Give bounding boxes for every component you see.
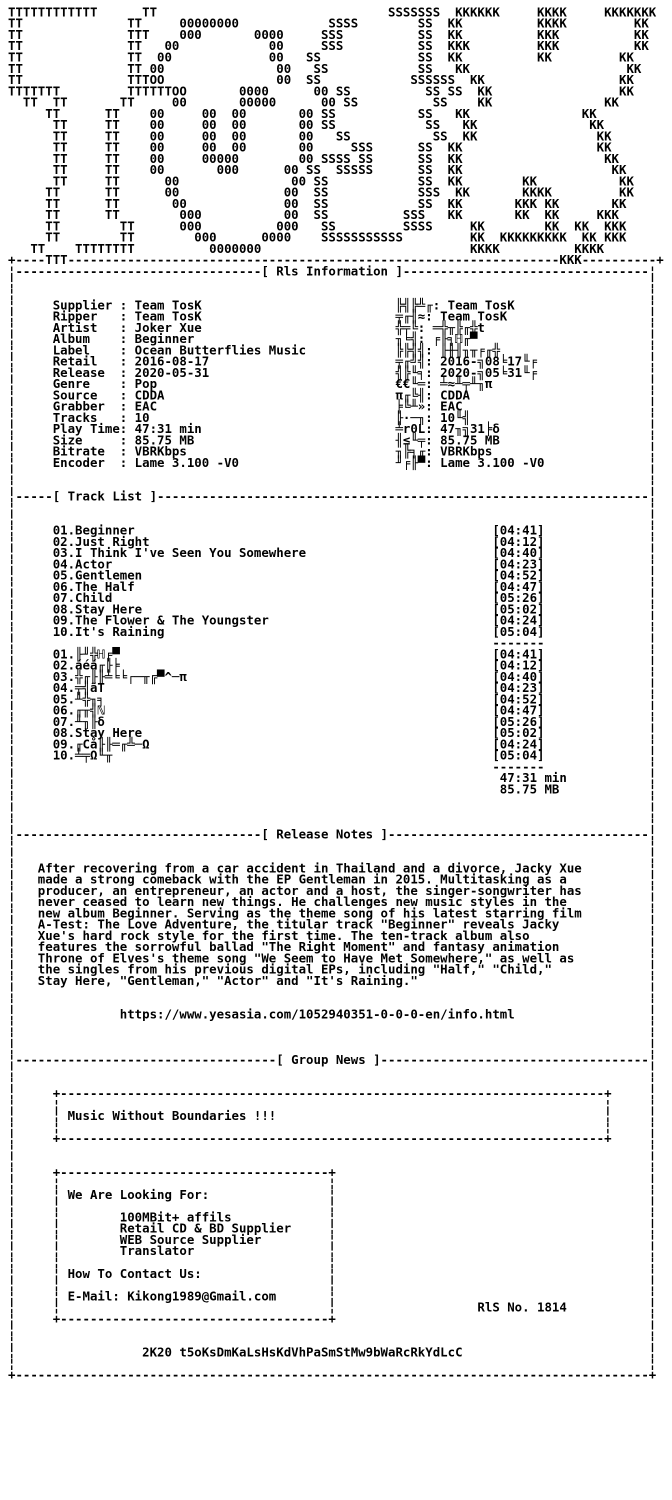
nfo-text: TTTTTTTTTTTT TT SSSSSSS KKKKKK KKKK KKKKKKK TT TT 00000000 SSSS SS KK KKKK KK TT TTT 000 0000 SSS SS KK KKK KK TT TT 00 00 SSS SS KKK KKK KK TT TT 00 00 SS SS KK KK KK TT TT 00 00 SS SS KK KK TT TTTOO 00 SS SSSSSS KK KK TTTTTTT TTTTTTOO 0000 00 SS SS SS KK KK TT TT TT 00 00000 00 SS SS KK KK TT TT 00 00 00 00 SS SS KK KK TT TT 00 00 00 00 SS SS KK KK TT TT 00 00 00 00 SS SS KK KK TT TT 00 00 00 00 SSS SS KK KK TT TT 00 00000 00 SSSS SS SS KK KK TT TT 00 000 00 SS SSSSS SS KK KK TT TT 00 00 SS SS KK KK KK TT TT 00 00 SS SSS KK KKKK KK TT TT 00 00 SS SS KK KKK KK KK TT TT 000 00 SS SSS KK KK KK KKK TT TT 000 000 SS SSSS KK KK KK KKK TT TT 000 0000 SSSSSSSSSSS KK KKKKKKKKK KK KKK TT TTTTTTTT 0000000 KKKK KKKK +----TTT------------------------------------------------------------------KKK----------+ ¦---------------------------------[ Rls Information ]---------------------------------¦ ¦ ¦ ¦ ¦ ¦ Supplier : Team TosK ╠╣╠╩╓: Team TosK ¦ ¦ Ripper : Team TosK ╤╓╢≈: Team TosK ¦ ¦ Artist : Joker Xue ╬╤╚: ═╬╥╠╓╬t ¦ ¦ Album : Beginner ╖╘╣: ╒╟╕ℍ╓▀ ¦ ¦ Label : Ocean Butterflies Music ╠╠╣╣: ╟╫╢╖╥╒╓╬ ¦ ¦ Retail : 2016-08-17 ╤╓╝╣: 2016-╗08╘17╙╒ ¦ ¦ Release : 2020-05-31 ╣╠╙╕: 2020-╗05╘31╙╒ ¦ ¦ Genre : Pop €€╙═: ╧≈╨╤╨╖π ¦ ¦ Source : CDDA π╓╚╢: CDDA ¦ ¦ Grabber : EAC ╞╚╨»: EAC ¦ ¦ Tracks : 10 ╟·─╖: 10╙╣ ¦ ¦ Play Time: 47:31 min ╧r0L: 47╖╗31╞δ ¦ ¦ Size : 85.75 MB ╢≤╙╤: 85.75 MB ¦ ¦ Bitrate : VBRKbps ╖╠╕╓: VBRKbps ¦ ¦ Encoder : Lame 3.100 -V0 ╜╒╟▀: Lame 3.100 -V0 ¦ ¦ ¦ ¦ ¦ ¦-----[ Track List ]------------------------------------------------------------------¦ ¦ ¦ ¦ ¦ ¦ 01.Beginner [04:41] ¦ ¦ 02.Just Right [04:12] ¦ ¦ 03.I Think I've Seen You Somewhere [04:40] ¦ ¦ 04.Actor [04:23] ¦ ¦ 05.Gentlemen [04:52] ¦ ¦ 06.The Half [04:47] ¦ ¦ 07.Child [05:26] ¦ ¦ 08.Stay Here [05:02] ¦ ¦ 09.The Flower & The Youngster [04:24] ¦ ¦ 10.It's Raining [05:04] ¦ ¦ ------- ¦ ¦ 01.╟╜╬ℍ╒▀ [04:41] ¦ ¦ 02.áéá╓╟╞ [04:12] ¦ ¦ 03.╬╓╟╟╧╘╘┌─╥╔▀^─π [04:40] ¦ ¦ 04.╤╣ãT [04:23] ¦ ¦ 05.╨╬╖╕ [04:52] ¦ ¦ 06.╓╥╣ℕ [04:47] ¦ ¦ 07.╨╖╟δ [05:26] ¦ ¦ 08.Stay Here [05:02] ¦ ¦ 09.╓Cå╟╟═╓╩─Ω [04:24] ¦ ¦ 10.╧╤Ω╙╥ [05:04] ¦ ¦ ------- ¦ ¦ 47:31 min ¦ ¦ 85.75 MB ¦ ¦ ¦ ¦ ¦ ¦ ¦ ¦---------------------------------[ Release Notes ]-----------------------------------¦ ¦ ¦ ¦ ¦ ¦ After recovering from a car accident in Thailand and a divorce, Jacky Xue ¦ ¦ made a strong comeback with the EP Gentleman in 2015. Multitasking as a ¦ ¦ producer, an entrepreneur, an actor and a host, the singer-songwriter has ¦ ¦ never ceased to learn new things. He challenges new music styles in the ¦ ¦ new album Beginner. Serving as the theme song of his latest starring film ¦ ¦ A-Test: The Love Adventure, the titular track "Beginner" reveals Jacky ¦ ¦ Xue's hard rock style for the first time. The ten-track album also ¦ ¦ features the sorrowful ballad "The Right Moment" and fantasy animation ¦ ¦ Throne of Elves's theme song "We Seem to Have Met Somewhere," as well as ¦ ¦ the singles from his previous digital EPs, including "Half," "Child," ¦ ¦ Stay Here, "Gentleman," "Actor" and "It's Raining." ¦ ¦ ¦ ¦ ¦ ¦ https://www.yesasia.com/1052940351-0-0-0-en/info.html ¦ ¦ ¦ ¦ ¦ ¦ ¦ ¦-----------------------------------[ Group News ]------------------------------------¦ ¦ ¦ ¦ ¦ ¦ +-------------------------------------------------------------------------+ ¦ ¦ ¦ ¦ ¦ ¦ ¦ Music Without Boundaries !!! ¦ ¦ ¦ ¦ ¦ ¦ ¦ +-------------------------------------------------------------------------+ ¦ ¦ ¦ ¦ ¦ ¦ +------------------------------------+ ¦ ¦ ¦ ¦ ¦ ¦ ¦ We Are Looking For: ¦ ¦ ¦ ¦ ¦ ¦ ¦ ¦ 100MBit+ affils ¦ ¦ ¦ ¦ Retail CD & BD Supplier ¦ ¦ ¦ ¦ WEB Source Supplier ¦ ¦ ¦ ¦ Translator ¦ ¦ ¦ ¦ ¦ ¦ ¦ ¦ How To Contact Us: ¦ ¦ ¦ ¦ ¦ ¦ ¦ ¦ E-Mail: Kikong1989@Gmail.com ¦ ¦ ¦ ¦ ¦ RlS No. 1814 ¦ ¦ +------------------------------------+ ¦ ¦ ¦ ¦ ¦ ¦ 2K20 t5oKsDmKaLsHsKdVhPaSmStMw9bWaRcRkYdLcC ¦ ¦ ¦ +-------------------------------------------------------------------------------------+ [8, 6, 664, 1383]
